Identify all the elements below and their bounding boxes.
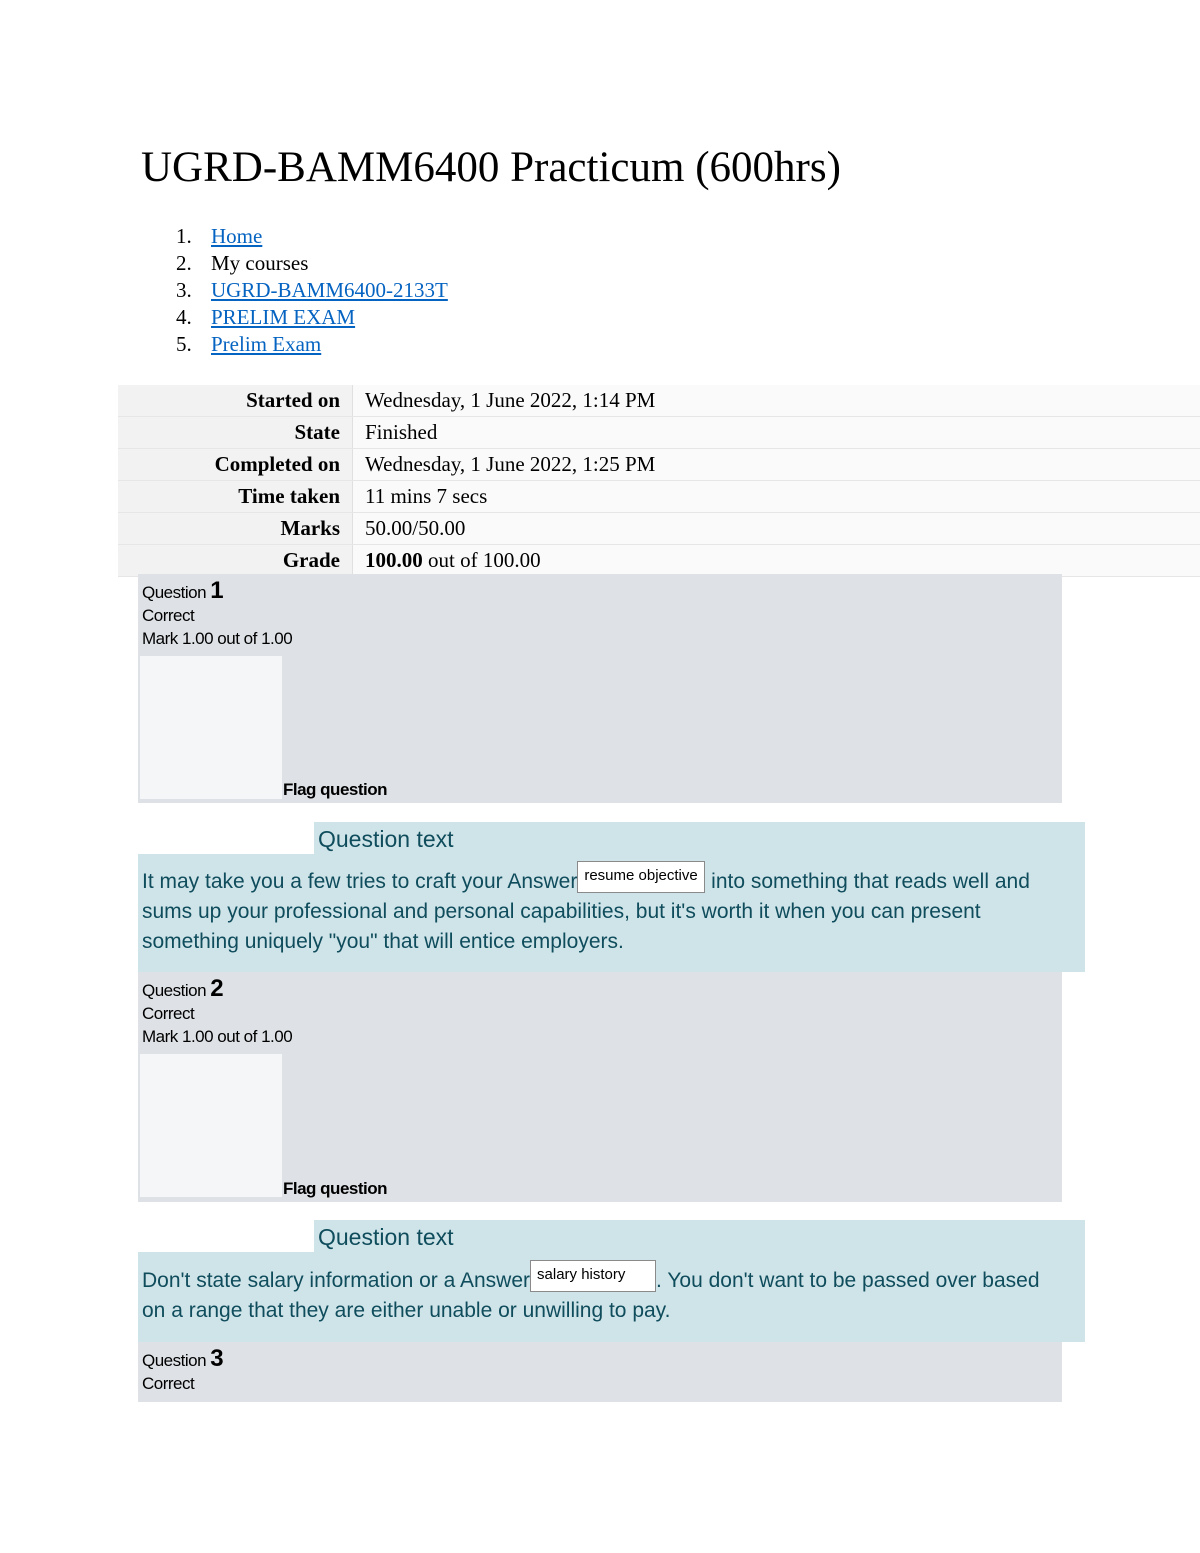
question-text-after: . You don't want to be passed over based on a range that they are either unable or unwilling to pay. (142, 1269, 1040, 1322)
summary-value: 11 mins 7 secs (353, 481, 1200, 513)
answer-input[interactable]: salary history (530, 1260, 656, 1292)
question-number: Question 2 (142, 975, 224, 1002)
question-1-text (138, 854, 1085, 972)
question-text-after: into something that reads well and sums up your professional and personal capabilities, but it's worth it when you can present something uniquely "you" that will entice employers. (142, 870, 1030, 953)
question-status: Correct (142, 606, 195, 625)
question-1-text-header: Question text (314, 822, 1085, 854)
summary-value: Finished (353, 417, 1200, 449)
question-1-info (138, 574, 1062, 803)
summary-value: Wednesday, 1 June 2022, 1:25 PM (353, 449, 1200, 481)
attempt-summary-table (118, 385, 1200, 577)
question-status: Correct (142, 1374, 195, 1393)
summary-row-time-taken (118, 481, 1200, 513)
summary-value (353, 545, 1200, 577)
summary-label: Time taken (118, 481, 353, 513)
summary-value: 50.00/50.00 (353, 513, 1200, 545)
question-number: Question 1 (142, 577, 224, 604)
question-number: Question 3 (142, 1345, 224, 1372)
question-3-info (138, 1342, 1062, 1402)
grade-total: out of 100.00 (422, 548, 541, 572)
question-mark: Mark 1.00 out of 1.00 (142, 1027, 293, 1046)
flag-icon[interactable] (140, 1054, 282, 1197)
question-text-before: It may take you a few tries to craft your Answer (142, 870, 578, 893)
grade-score: 100.00 (365, 548, 423, 572)
breadcrumb-text-my-courses: My courses (211, 251, 309, 275)
breadcrumb-link-home[interactable]: Home (211, 224, 263, 248)
summary-row-completed-on (118, 449, 1200, 481)
summary-label: State (118, 417, 353, 449)
question-2-text (138, 1252, 1085, 1342)
breadcrumb-item-prelim-section[interactable]: 4. PRELIM EXAM (176, 305, 356, 329)
summary-label: Completed on (118, 449, 353, 481)
summary-row-started-on (118, 385, 1200, 417)
page-title: UGRD-BAMM6400 Practicum (600hrs) (141, 144, 841, 191)
summary-row-grade (118, 545, 1200, 577)
breadcrumb-item-prelim-exam[interactable]: 5. Prelim Exam (176, 332, 322, 356)
summary-row-marks (118, 513, 1200, 545)
flag-question-link[interactable]: Flag question (283, 780, 387, 799)
question-status: Correct (142, 1004, 195, 1023)
breadcrumb-item-course[interactable]: 3. UGRD-BAMM6400-2133T (176, 278, 448, 302)
breadcrumb-link-prelim-exam[interactable]: Prelim Exam (211, 332, 322, 356)
flag-question-link[interactable]: Flag question (283, 1179, 387, 1198)
breadcrumb-link-prelim-section[interactable]: PRELIM EXAM (211, 305, 356, 329)
breadcrumb-item-home[interactable]: 1. Home (176, 224, 263, 248)
summary-value: Wednesday, 1 June 2022, 1:14 PM (353, 385, 1200, 417)
question-2-text-header: Question text (314, 1220, 1085, 1252)
breadcrumb (141, 223, 448, 358)
answer-input[interactable]: resume objective (577, 861, 705, 893)
summary-row-state (118, 417, 1200, 449)
summary-label: Grade (118, 545, 353, 577)
breadcrumb-link-course[interactable]: UGRD-BAMM6400-2133T (211, 278, 448, 302)
question-text-before: Don't state salary information or a Answer (142, 1269, 531, 1292)
summary-label: Started on (118, 385, 353, 417)
summary-label: Marks (118, 513, 353, 545)
question-2-info (138, 972, 1062, 1202)
question-mark: Mark 1.00 out of 1.00 (142, 629, 293, 648)
flag-icon[interactable] (140, 656, 282, 799)
breadcrumb-item-my-courses: 2. My courses (176, 251, 309, 275)
